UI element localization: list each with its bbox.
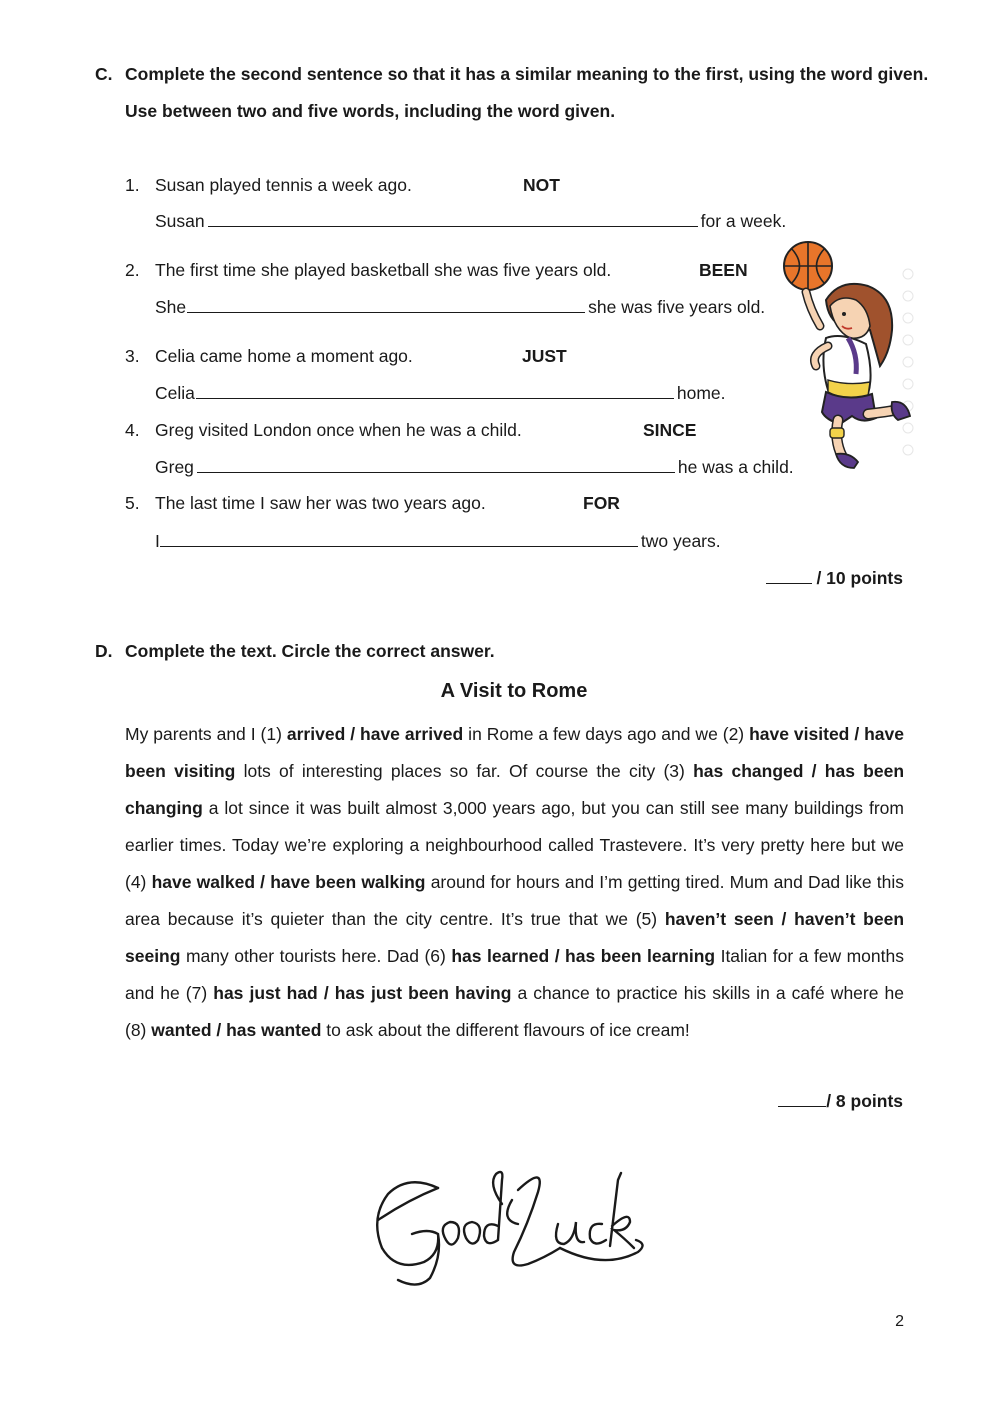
item-sentence: Susan played tennis a week ago. [155, 175, 412, 195]
text-segment: My parents and I (1) [125, 724, 287, 744]
section-c-instruction: Complete the second sentence so that it has a similar meaning to the first, using the word given. [125, 64, 929, 84]
item-answer-line [155, 383, 726, 404]
story-title: A Visit to Rome [440, 680, 588, 702]
answer-blank[interactable] [160, 532, 638, 547]
item-keyword: JUST [522, 346, 567, 366]
story-text [125, 716, 904, 1049]
section-d-instruction: Complete the text. Circle the correct answer. [125, 641, 495, 661]
choice-2[interactable]: have visited / have been visiting [125, 724, 905, 781]
choice-1[interactable]: arrived / have arrived [286, 724, 464, 744]
item-answer-line [155, 531, 721, 552]
answer-start: Susan [155, 211, 205, 231]
item-keyword: FOR [583, 493, 620, 513]
item-number: 2. [125, 260, 140, 280]
answer-start: Greg [155, 457, 194, 477]
item-sentence: The last time I saw her was two years ago. [155, 493, 486, 513]
text-segment: lots of interesting places so far. Of course the city (3) [235, 761, 694, 781]
answer-end: for a week. [700, 211, 787, 231]
item-sentence: Celia came home a moment ago. [155, 346, 413, 366]
text-segment: to ask about the different flavours of ice cream! [321, 1020, 690, 1040]
answer-start: Celia [155, 383, 195, 403]
text-segment: a lot since it was built almost 3,000 years ago, but you can still see many buildings from earlier times. Today we’re exploring a neighbourhood called Trastevere. It’s very pretty here but we (4) [125, 798, 904, 892]
choice-8[interactable]: wanted / has wanted [151, 1020, 322, 1040]
answer-blank[interactable] [197, 458, 675, 473]
item-number: 5. [125, 493, 140, 513]
item-answer-line [155, 297, 765, 318]
answer-end: home. [676, 383, 726, 403]
text-segment: many other tourists here. Dad (6) [180, 946, 452, 966]
choice-4[interactable]: have walked / have been walking [151, 872, 426, 892]
answer-end: two years. [640, 531, 721, 551]
item-sentence: Greg visited London once when he was a child. [155, 420, 522, 440]
good-luck-text: Good Luck [368, 1160, 373, 1161]
item-number: 3. [125, 346, 140, 366]
answer-blank[interactable] [196, 384, 674, 399]
choice-5[interactable]: haven’t seen / haven’t been seeing [125, 909, 905, 966]
answer-blank[interactable] [187, 298, 585, 313]
answer-end: she was five years old. [588, 297, 766, 317]
choice-7[interactable]: has just had / has just been having [213, 983, 512, 1003]
choice-3[interactable]: has changed / has been changing [125, 761, 905, 818]
item-answer-line [155, 211, 786, 232]
good-luck-calligraphy [368, 1160, 648, 1290]
section-d-letter: D. [95, 641, 113, 661]
choice-6[interactable]: has learned / has been learning [451, 946, 716, 966]
item-number: 1. [125, 175, 140, 195]
section-c-instruction-2: Use between two and five words, including the word given. [125, 101, 616, 121]
item-keyword: NOT [523, 175, 560, 195]
item-keyword: BEEN [699, 260, 748, 280]
answer-end: he was a child. [677, 457, 794, 477]
section-c-letter: C. [95, 64, 113, 84]
score-blank[interactable] [766, 569, 812, 584]
section-c-score [766, 568, 903, 589]
score-label: / 8 points [826, 1091, 903, 1111]
item-keyword: SINCE [643, 420, 697, 440]
item-sentence: The first time she played basketball she was five years old. [155, 260, 612, 280]
section-d-score [778, 1091, 903, 1112]
text-segment: Italian for a few months and he (7) [125, 946, 904, 1003]
item-answer-line [155, 457, 794, 478]
score-blank[interactable] [778, 1092, 826, 1107]
answer-start: She [155, 297, 187, 317]
text-segment: around for hours and I’m getting tired. Mum and Dad like this area because it’s quieter than the city centre. It’s true that we (5) [125, 872, 905, 929]
basketball-icon [784, 242, 832, 290]
basketball-girl-illustration [776, 234, 941, 474]
page-number: 2 [895, 1313, 904, 1330]
score-label: / 10 points [816, 568, 903, 588]
answer-blank[interactable] [208, 212, 698, 227]
text-segment: a chance to practice his skills in a café where he (8) [125, 983, 904, 1040]
answer-start: I [155, 531, 160, 551]
item-number: 4. [125, 420, 140, 440]
text-segment: in Rome a few days ago and we (2) [463, 724, 750, 744]
